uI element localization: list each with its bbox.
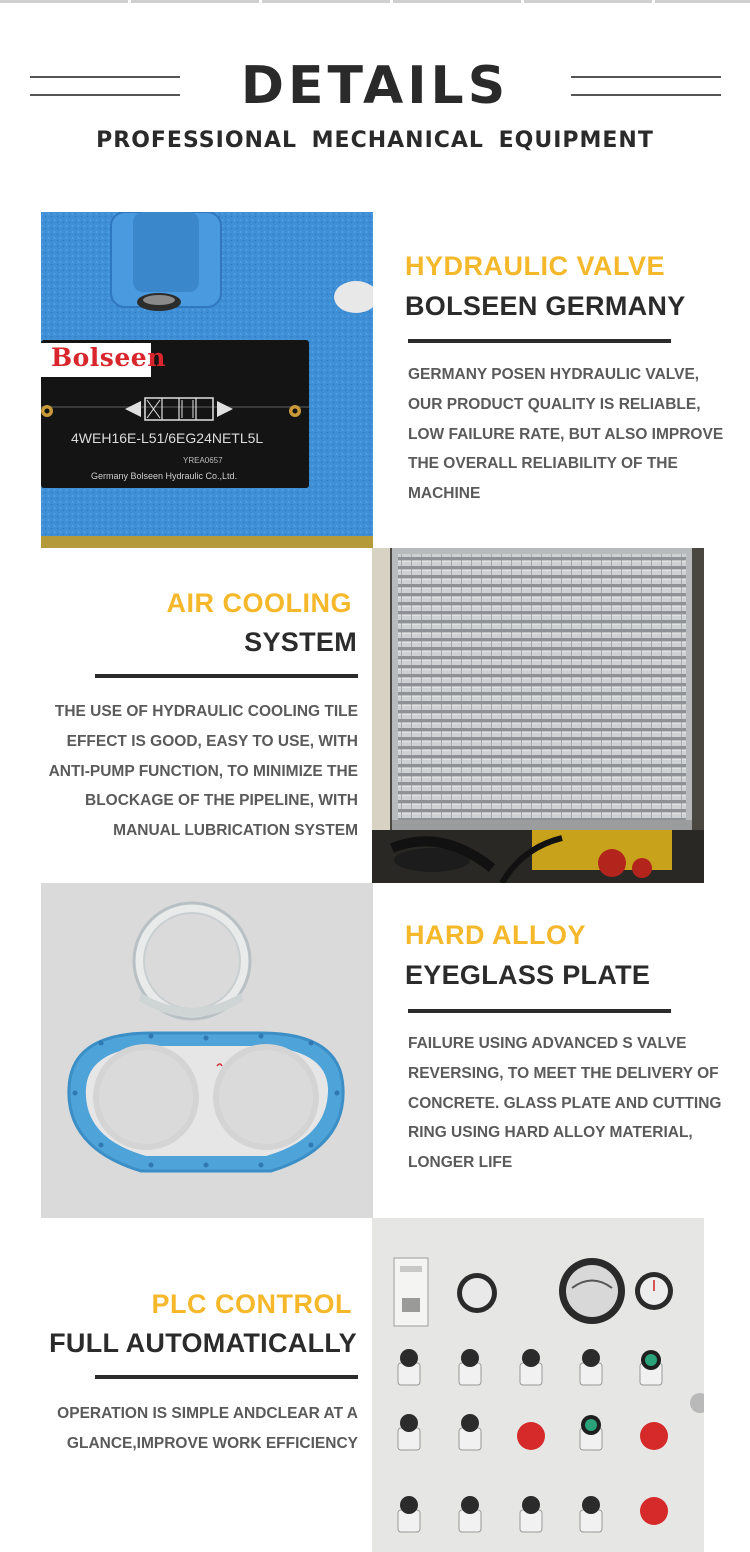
desc-line: MACHINE	[408, 485, 481, 503]
desc-line: EFFECT IS GOOD, EASY TO USE, WITH	[66, 732, 358, 750]
plc-control-panel-image	[372, 1218, 704, 1552]
section-alloy-title: EYEGLASS PLATE	[405, 960, 651, 990]
section-hydraulic-rule	[408, 339, 671, 343]
desc-line: THE OVERALL RELIABILITY OF THE	[408, 455, 678, 473]
desc-line: GERMANY POSEN HYDRAULIC VALVE,	[408, 366, 700, 383]
section-cooling-rule	[95, 674, 358, 678]
valve-plate-serial: YREA0657	[183, 456, 223, 465]
desc-line: LONGER LIFE	[408, 1154, 513, 1172]
desc-line: RING USING HARD ALLOY MATERIAL,	[408, 1124, 693, 1142]
desc-line: MANUAL LUBRICATION SYSTEM	[113, 822, 358, 840]
desc-line: BLOCKAGE OF THE PIPELINE, WITH	[85, 792, 358, 810]
valve-plate-model: 4WEH16E-L51/6EG24NETL5L	[71, 430, 264, 446]
desc-line: GLANCE,IMPROVE WORK EFFICIENCY	[66, 1434, 358, 1452]
desc-line: CONCRETE. GLASS PLATE AND CUTTING	[408, 1094, 722, 1112]
section-cooling-title-accent: AIR COOLING	[166, 588, 352, 618]
section-hydraulic-description	[408, 360, 723, 509]
section-cooling-description	[49, 697, 358, 846]
desc-line: THE USE OF HYDRAULIC COOLING TILE	[54, 703, 358, 720]
desc-line: OPERATION IS SIMPLE ANDCLEAR AT A	[57, 1405, 358, 1422]
section-alloy-rule	[408, 1009, 671, 1013]
page-title: DETAILS	[240, 56, 510, 116]
section-alloy-description	[408, 1029, 721, 1178]
section-cooling-title: SYSTEM	[244, 627, 357, 657]
hydraulic-valve-image	[41, 212, 373, 548]
page-subtitle: PROFESSIONAL MECHANICAL EQUIPMENT	[96, 128, 654, 153]
eyeglass-plate-image	[41, 883, 373, 1218]
desc-line: LOW FAILURE RATE, BUT ALSO IMPROVE	[408, 425, 724, 443]
top-divider-strip	[0, 0, 750, 3]
section-plc-title: FULL AUTOMATICALLY	[49, 1328, 357, 1358]
desc-line: ANTI-PUMP FUNCTION, TO MINIMIZE THE	[48, 762, 358, 780]
desc-line: OUR PRODUCT QUALITY IS RELIABLE,	[408, 395, 701, 413]
desc-line: FAILURE USING ADVANCED S VALVE	[408, 1035, 687, 1052]
valve-plate-maker: Germany Bolseen Hydraulic Co.,Ltd.	[91, 471, 238, 481]
section-hydraulic-title: BOLSEEN GERMANY	[405, 291, 686, 321]
section-plc-rule	[95, 1375, 358, 1379]
air-cooling-radiator-image	[372, 548, 704, 883]
section-plc-title-accent: PLC CONTROL	[151, 1289, 352, 1319]
section-alloy-title-accent: HARD ALLOY	[405, 920, 586, 950]
valve-plate-brand: Bolseen	[51, 343, 166, 372]
section-plc-description	[57, 1399, 358, 1459]
desc-line: REVERSING, TO MEET THE DELIVERY OF	[408, 1064, 719, 1082]
section-hydraulic-title-accent: HYDRAULIC VALVE	[405, 251, 666, 281]
